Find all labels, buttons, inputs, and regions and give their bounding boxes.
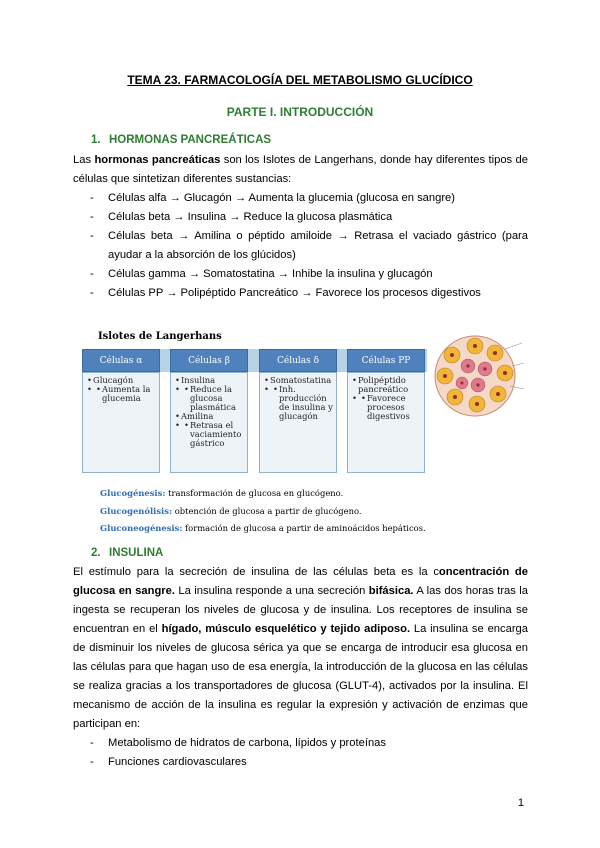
- paragraph-bold: oncentración de glucosa en sangre.: [73, 566, 528, 597]
- intro-paragraph: [73, 151, 528, 189]
- glossary-item: [100, 506, 362, 516]
- cell-subitem: • • Favorece procesos digestivos: [367, 394, 421, 421]
- list-item: - Funciones cardiovasculares: [90, 753, 528, 772]
- cell-header: Células PP: [347, 349, 425, 372]
- cell-header: Células δ: [259, 349, 337, 372]
- paragraph-text: La insulina se encarga de disminuir los niveles de glucosa sérica ya que se encarga de introducir esa glucosa en las células para que hagan uso de esa energía, la introducción de la glucosa en las células se realiza gracias a los transportadores de glucosa (GLUT-4), activados por la insulina. El mecanismo de acción de la insulina es regular la expresión y activación de enzimas que participan en:: [73, 623, 529, 730]
- list-item: - Células beta → Insulina → Reduce la glucosa plasmática: [90, 208, 528, 227]
- paragraph-text: El estímulo para la secreción de insulina de las células beta es la c: [73, 566, 439, 578]
- cell-column-delta: [259, 349, 337, 473]
- section-heading-hormonas: [91, 134, 271, 146]
- glossary-term: Gluconeogénesis:: [100, 523, 183, 533]
- cell-header: Células α: [82, 349, 160, 372]
- list-item: - Células beta → Amilina o péptido amiloide → Retrasa el vaciado gástrico (para ayudar a la absorción de los glúcidos): [90, 227, 528, 265]
- cell-item: • Amilina: [181, 412, 244, 421]
- diagram-title: Islotes de Langerhans: [98, 331, 222, 342]
- cell-body: [259, 372, 337, 473]
- cell-subgroup: [270, 385, 333, 421]
- intro-bold: hormonas pancreáticas: [94, 154, 221, 166]
- document-title: TEMA 23. FARMACOLOGÍA DEL METABOLISMO GLUCÍDICO: [127, 73, 473, 87]
- intro-text-rest: son los Islotes de Langerhans, donde hay diferentes tipos de células que sintetizan diferentes sustancias:: [73, 154, 528, 185]
- intro-text: Las: [73, 154, 95, 166]
- list-item: - Células gamma → Somatostatina → Inhibe la insulina y glucagón: [90, 265, 528, 284]
- section-number: 2.: [91, 547, 101, 559]
- section-heading-insulina: [91, 547, 163, 559]
- page-number: 1: [517, 797, 524, 809]
- glossary-item: [100, 488, 343, 498]
- glossary-term: Glucogénesis:: [100, 488, 166, 498]
- cell-subgroup: [181, 421, 244, 448]
- insulina-list: [90, 734, 528, 772]
- paragraph-text: La insulina responde a una secreción: [174, 585, 369, 597]
- paragraph-bold: bifásica.: [368, 585, 414, 597]
- cell-item: • Somatostatina: [270, 376, 333, 385]
- cell-body: [170, 372, 248, 473]
- section-title: HORMONAS PANCREÁTICAS: [109, 134, 272, 146]
- cell-header: Células β: [170, 349, 248, 372]
- cell-column-alpha: [82, 349, 160, 473]
- glossary-definition: formación de glucosa a partir de aminoácidos hepáticos.: [182, 523, 426, 533]
- section-number: 1.: [91, 134, 101, 146]
- cell-subgroup: [93, 385, 156, 403]
- cell-subitem: • • Retrasa el vaciamiento gástrico: [190, 421, 244, 448]
- cell-item: • Insulina: [181, 376, 244, 385]
- cell-column-pp: [347, 349, 425, 473]
- cell-types-list: [90, 189, 528, 303]
- islet-illustration: [430, 331, 525, 421]
- cell-subitem: • • Reduce la glucosa plasmática: [190, 385, 244, 412]
- cell-body: [347, 372, 425, 473]
- list-item: - Células PP → Polipéptido Pancreático → Favorece los procesos digestivos: [90, 284, 528, 303]
- paragraph-bold: hígado, músculo esquelético y tejido adiposo.: [161, 623, 411, 635]
- list-item: - Células alfa → Glucagón → Aumenta la glucemia (glucosa en sangre): [90, 189, 528, 208]
- cell-subgroup: [181, 385, 244, 412]
- part-heading: PARTE I. INTRODUCCIÓN: [226, 105, 374, 119]
- cell-body: [82, 372, 160, 473]
- cell-subgroup: [358, 394, 421, 421]
- list-item: - Metabolismo de hidratos de carbona, lípidos y proteínas: [90, 734, 528, 753]
- glossary-item: [100, 523, 426, 533]
- section-title: INSULINA: [109, 547, 164, 559]
- insulina-paragraph: [73, 563, 528, 734]
- glossary-term: Glucogenólisis:: [100, 506, 173, 516]
- paragraph-text: A las dos horas tras la ingesta se recuperan los niveles de glucosa y de insulina. Los receptores de insulina se encuentran en el: [73, 585, 529, 635]
- cell-column-beta: [170, 349, 248, 473]
- glossary-definition: obtención de glucosa a partir de glucógeno.: [172, 506, 362, 516]
- cell-item: • Polipéptido pancreático: [358, 376, 421, 394]
- cell-subitem: • • Aumenta la glucemia: [102, 385, 156, 403]
- cell-item: • Glucagón: [93, 376, 156, 385]
- cell-subitem: • • Inh. producción de insulina y glucagón: [279, 385, 333, 421]
- glossary-definition: transformación de glucosa en glucógeno.: [165, 488, 344, 498]
